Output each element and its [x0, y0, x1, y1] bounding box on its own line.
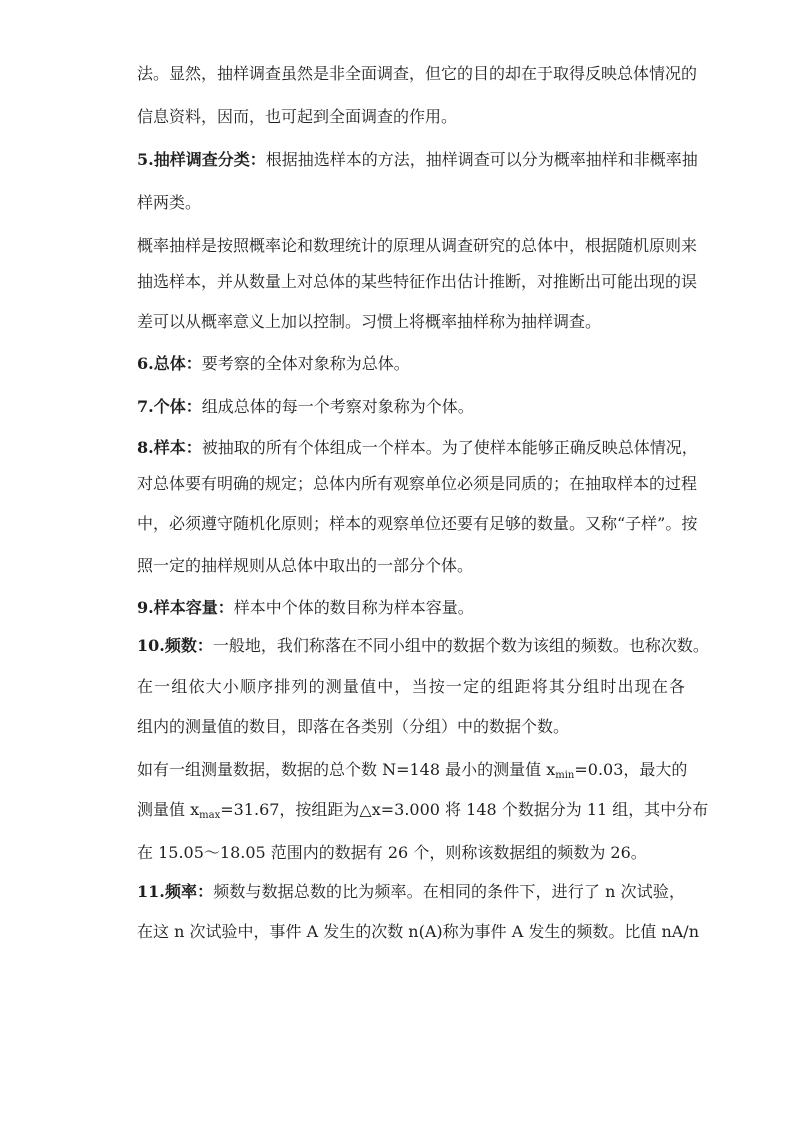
section-text: 被抽取的所有个体组成一个样本。为了使样本能够正确反映总体情况， — [201, 438, 698, 457]
subscript-min: min — [555, 770, 575, 781]
text-line: 对总体要有明确的规定；总体内所有观察单位必须是同质的；在抽取样本的过程 — [137, 474, 698, 493]
section-text: 组成总体的每一个考察对象称为个体。 — [201, 397, 474, 416]
section-11-line — [137, 880, 685, 904]
text-line: 中，必须遵守随机化原则；样本的观察单位还要有足够的数量。又称“子样”。按 — [137, 514, 698, 533]
section-text: 频数与数据总数的比为频率。在相同的条件下，进行了 n 次试验， — [213, 882, 685, 901]
text-line: 在这 n 次试验中，事件 A 发生的次数 n(A)称为事件 A 发生的频数。比值 nA/n — [137, 922, 700, 941]
example-text: 测量值 x — [137, 800, 200, 819]
section-heading: 9.样本容量： — [137, 598, 234, 617]
example-text: 如有一组测量数据，数据的总个数 N=148 最小的测量值 x — [137, 760, 556, 779]
example-line — [137, 758, 688, 782]
section-10-line — [137, 634, 709, 658]
example-text: =0.03，最大的 — [574, 760, 688, 779]
section-heading: 11.频率： — [137, 882, 214, 901]
section-9-line — [137, 596, 685, 620]
example-text: =31.67，按组距为△x=3.000 将 148 个数据分为 11 组，其中分布 — [220, 800, 709, 819]
section-6-line — [137, 352, 685, 376]
text-line: 组内的测量值的数目，即落在各类别（分组）中的数据个数。 — [137, 717, 570, 736]
text-line: 抽选样本，并从数量上对总体的某些特征作出估计推断，对推断出可能出现的误 — [137, 272, 698, 291]
section-heading: 6.总体： — [137, 354, 202, 373]
section-5-line — [137, 148, 698, 172]
subscript-max: max — [199, 810, 221, 821]
section-8-line — [137, 436, 698, 460]
text-line: 样两类。 — [137, 193, 202, 212]
text-line: 在 15.05～18.05 范围内的数据有 26 个，则称该数据组的频数为 26。 — [137, 843, 647, 862]
text-line: 差可以从概率意义上加以控制。习惯上将概率抽样称为抽样调查。 — [137, 312, 602, 331]
section-heading: 10.频数： — [137, 636, 213, 655]
section-heading: 5.抽样调查分类： — [137, 150, 266, 169]
section-text: 样本中个体的数目称为样本容量。 — [233, 598, 474, 617]
section-text: 一般地，我们称落在不同小组中的数据个数为该组的频数。也称次数。 — [212, 636, 709, 655]
text-line: 照一定的抽样规则从总体中取出的一部分个体。 — [137, 556, 474, 575]
section-heading: 7.个体： — [137, 397, 202, 416]
section-heading: 8.样本： — [137, 438, 202, 457]
section-text: 根据抽选样本的方法，抽样调查可以分为概率抽样和非概率抽 — [265, 150, 698, 169]
section-7-line — [137, 395, 685, 419]
text-line: 法。显然，抽样调查虽然是非全面调查，但它的目的却在于取得反映总体情况的 — [137, 64, 698, 83]
text-line: 在一组依大小顺序排列的测量值中，当按一定的组距将其分组时出现在各 — [137, 677, 685, 696]
text-line: 信息资料，因而，也可起到全面调查的作用。 — [137, 107, 458, 126]
section-text: 要考察的全体对象称为总体。 — [201, 354, 410, 373]
text-line: 概率抽样是按照概率论和数理统计的原理从调查研究的总体中，根据随机原则来 — [137, 236, 698, 255]
example-line — [137, 798, 709, 822]
